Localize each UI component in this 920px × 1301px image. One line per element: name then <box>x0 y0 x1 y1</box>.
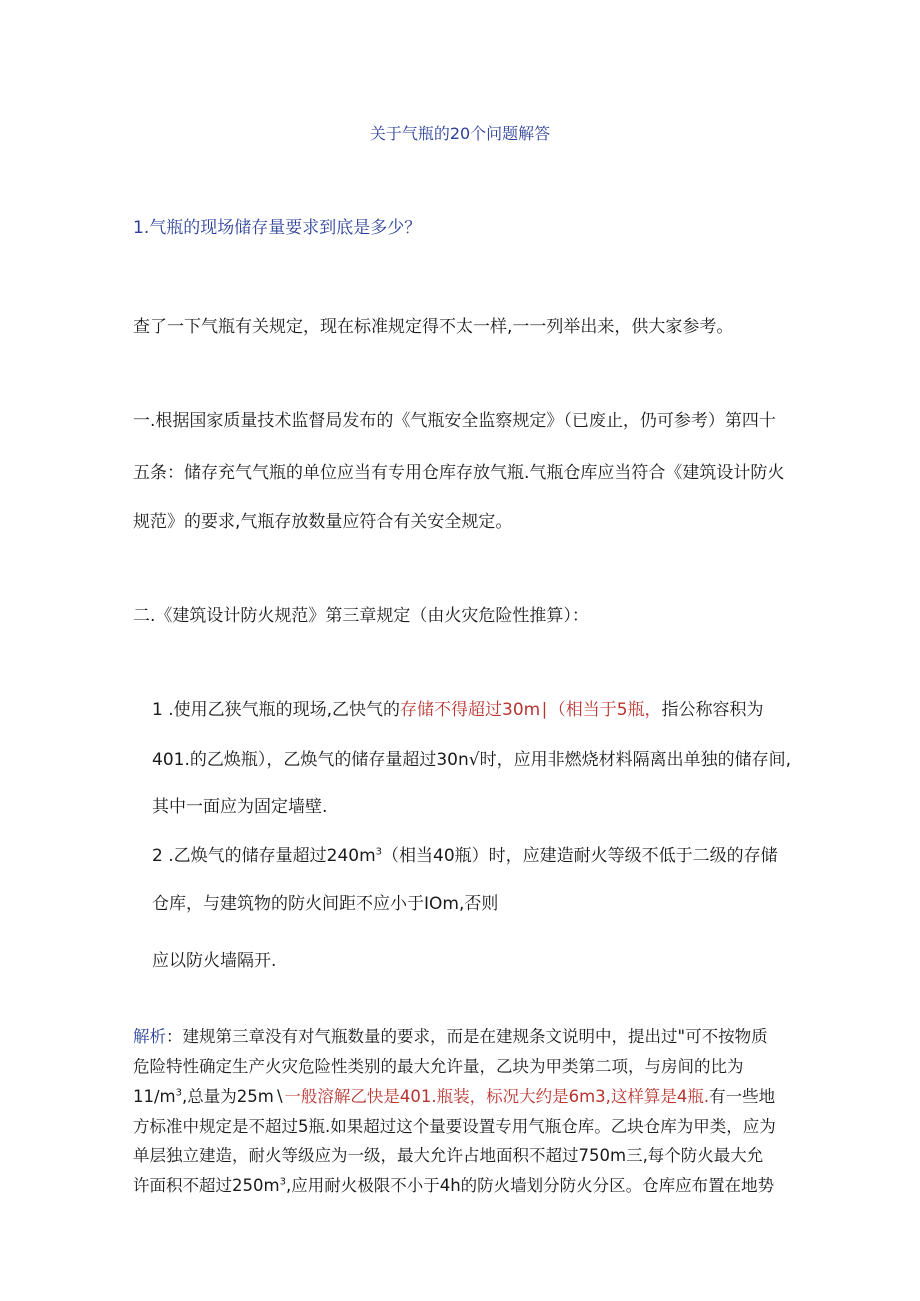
section2-heading: 二.《建筑设计防火规范》第三章规定（由火灾危险性推算）： <box>133 606 589 626</box>
analysis-highlight: 一般溶解乙快是401.瓶装，标况大约是6m3,这样算是4瓶. <box>284 1087 710 1106</box>
section1-line1: 一.根据国家质量技术监督局发布的《气瓶安全监察规定》（已废止，仍可参考）第四十 <box>133 411 776 431</box>
item2-text-a: 2 .乙焕气的储存量超过240m <box>152 846 376 866</box>
analysis-line6 <box>133 1175 774 1197</box>
item2-line2: 仓库，与建筑物的防火间距不应小于IOm,否则 <box>152 894 499 914</box>
analysis-line5: 单层独立建造，耐火等级应为一级，最大允许占地面积不超过750m三,每个防火最大允 <box>133 1146 764 1165</box>
analysis-line1-text: ：建规第三章没有对气瓶数量的要求，而是在建规条文说明中，提出过"可不按物质 <box>166 1027 768 1046</box>
item1-text-b: 指公称容积为 <box>661 700 764 720</box>
item1-line3: 其中一面应为固定墙壁. <box>152 797 328 817</box>
item1-line1 <box>152 699 764 721</box>
analysis-line6-sup: 3 <box>279 1176 286 1188</box>
item1-text-a: 1 .使用乙狭气瓶的现场,乙快气的 <box>152 700 401 720</box>
question-heading: 1.气瓶的现场储存量要求到底是多少？ <box>133 218 422 238</box>
analysis-line3-b: ,总量为25m∖ <box>182 1087 285 1106</box>
analysis-line1 <box>133 1026 768 1048</box>
item2-line3: 应以防火墙隔开. <box>152 951 277 971</box>
page-title: 关于气瓶的20个问题解答 <box>369 124 551 143</box>
analysis-line3-a: 11∕m <box>133 1087 176 1106</box>
analysis-line3-sup: 3 <box>175 1087 183 1099</box>
analysis-line3-c: 有一些地 <box>709 1087 776 1106</box>
analysis-label: 解析 <box>133 1027 166 1046</box>
analysis-line2: 危险特性确定生产火灾危险性类别的最大允许量，乙块为甲类第二项，与房间的比为 <box>133 1057 744 1076</box>
section1-line2: 五条：储存充气气瓶的单位应当有专用仓库存放气瓶.气瓶仓库应当符合《建筑设计防火 <box>133 463 785 483</box>
item1-line2: 401.的乙焕瓶），乙焕气的储存量超过30n√时，应用非燃烧材料隔离出单独的储存间, <box>152 750 791 770</box>
section1-line3: 规范》的要求,气瓶存放数量应符合有关安全规定。 <box>133 512 513 532</box>
item1-highlight: 存储不得超过30m∣（相当于5瓶， <box>400 700 662 720</box>
item2-text-b: （相当40瓶）时，应建造耐火等级不低于二级的存储 <box>382 846 778 866</box>
intro-paragraph: 查了一下气瓶有关规定，现在标准规定得不太一样,一一列举出来，供大家参考。 <box>133 317 734 337</box>
analysis-line6-a: 许面积不超过250m <box>133 1176 280 1195</box>
item2-line1 <box>152 845 778 867</box>
analysis-line3 <box>133 1086 775 1108</box>
analysis-line6-b: ,应用耐火极限不小于4h的防火墙划分防火分区。仓库应布置在地势 <box>285 1176 775 1195</box>
item2-superscript: 3 <box>375 846 383 858</box>
analysis-line4: 方标准中规定是不超过5瓶.如果超过这个量要设置专用气瓶仓库。乙块仓库为甲类，应为 <box>133 1117 776 1136</box>
